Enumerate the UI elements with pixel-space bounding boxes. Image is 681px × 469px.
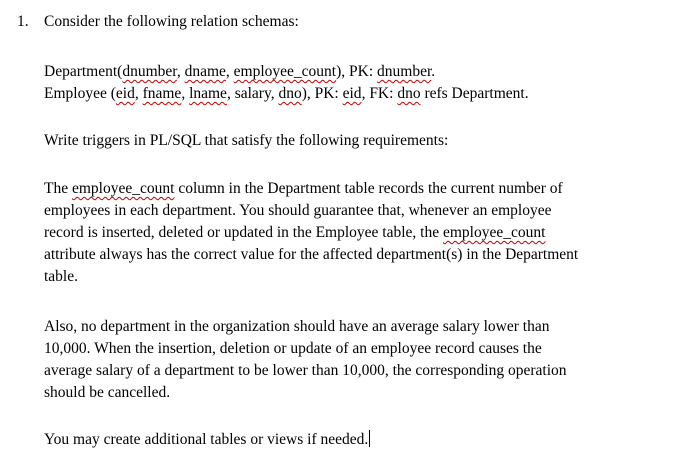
- attr-salary-segment: , salary,: [226, 85, 279, 102]
- department-pk-label: ), PK:: [336, 63, 378, 80]
- para2-line4: should be cancelled.: [44, 384, 171, 401]
- para1-line5: table.: [44, 268, 78, 285]
- separator: ,: [225, 63, 234, 80]
- para1-text: The: [44, 180, 72, 197]
- para1-line4: attribute always has the correct value for the affected department(s) in the Department: [44, 246, 579, 263]
- department-schema-paren: (: [117, 63, 123, 80]
- para1-line1: [44, 179, 563, 199]
- para1-text: record is inserted, deleted or updated in the Employee table, the: [44, 224, 443, 241]
- separator: ,: [176, 63, 185, 80]
- para1-line3: [44, 223, 545, 243]
- employee-schema-end: refs Department.: [420, 85, 529, 102]
- closing-line[interactable]: [44, 430, 370, 450]
- attr-employee-count-ref: employee_count: [71, 180, 175, 197]
- attr-employee-count: employee_count: [233, 63, 337, 80]
- employee-schema-line: [44, 84, 529, 104]
- list-item-number: 1.: [17, 13, 29, 30]
- employee-schema-prefix: Employee (: [44, 85, 116, 102]
- para1-text: column in the Department table records the current number of: [174, 180, 563, 197]
- closing-text: You may create additional tables or views if needed.: [44, 431, 369, 448]
- separator: ,: [181, 85, 190, 102]
- para2-line3: average salary of a department to be lower than 10,000, the corresponding operation: [44, 362, 567, 379]
- para2-line1: Also, no department in the organization should have an average salary lower than: [44, 318, 550, 335]
- attr-dno: dno: [278, 85, 302, 102]
- attr-employee-count-ref: employee_count: [442, 224, 546, 241]
- para1-line2: employees in each department. You should guarantee that, whenever an employee: [44, 202, 552, 219]
- attr-eid: eid: [115, 85, 135, 102]
- department-schema-prefix: Department: [44, 63, 118, 80]
- separator: ,: [134, 85, 143, 102]
- employee-pk: eid: [342, 85, 362, 102]
- instruction-line: Write triggers in PL/SQL that satisfy the following requirements:: [44, 132, 449, 149]
- intro-line: Consider the following relation schemas:: [44, 13, 299, 30]
- text-cursor: [369, 430, 370, 447]
- employee-fk-label: , FK:: [361, 85, 398, 102]
- attr-fname: fname: [142, 85, 182, 102]
- employee-fk: dno: [397, 85, 421, 102]
- attr-dnumber: dnumber: [122, 63, 177, 80]
- attr-dname: dname: [184, 63, 226, 80]
- department-pk: dnumber: [377, 63, 432, 80]
- department-schema-line: [44, 62, 435, 82]
- para2-line2: 10,000. When the insertion, deletion or update of an employee record causes the: [44, 340, 542, 357]
- employee-pk-label: ), PK:: [301, 85, 343, 102]
- department-schema-end: .: [431, 63, 436, 80]
- attr-lname: lname: [189, 85, 227, 102]
